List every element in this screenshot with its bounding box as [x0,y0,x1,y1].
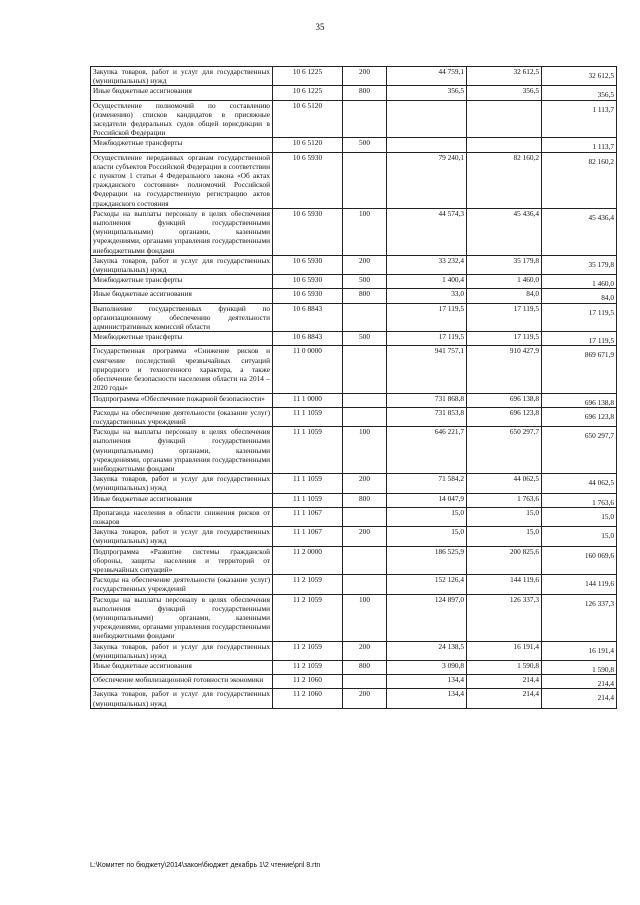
row-expense-type-cell [343,407,387,426]
table-row [91,660,617,674]
table-row [91,507,617,526]
row-amount-year3-cell [542,289,617,303]
row-expense-type-cell [343,575,387,594]
row-code-cell: 11 1 1067 [273,527,343,546]
row-code-cell: 10 6 5930 [273,208,343,255]
row-amount-year2-cell: 15,0 [467,507,542,526]
row-amount-year1-cell: 134,4 [387,675,467,689]
row-amount-year2-cell [467,100,542,138]
row-code-cell: 11 1 1067 [273,507,343,526]
row-amount-year2-cell: 910 427,9 [467,346,542,393]
row-code-cell: 11 2 1059 [273,641,343,660]
table-row [91,332,617,346]
row-amount-year3-cell [542,675,617,689]
row-amount-year2-cell: 126 337,3 [467,594,542,641]
row-expense-type-cell: 800 [343,289,387,303]
row-amount-year1-cell: 15,0 [387,527,467,546]
row-amount-year1-cell: 356,5 [387,86,467,100]
row-amount-year3-cell [542,689,617,708]
row-amount-year2-cell: 356,5 [467,86,542,100]
row-amount-year3-cell [542,575,617,594]
row-name-cell: Выполнение государственных функций по организационному обеспечению деятельности административных комиссий области [91,303,273,332]
amount-year3-text: 1 590,8 [592,664,614,674]
row-name-cell: Пропаганда населения в области снижения рисков от пожаров [91,507,273,526]
row-amount-year3-cell [542,407,617,426]
row-amount-year1-cell: 44 759,1 [387,67,467,86]
row-name-cell: Иные бюджетные ассигнования [91,660,273,674]
row-expense-type-cell: 100 [343,208,387,255]
row-amount-year1-cell: 17 119,5 [387,303,467,332]
amount-year3-text: 15,0 [601,511,614,521]
amount-year3-text: 869 671,9 [584,350,614,360]
amount-year3-text: 1 460,0 [592,279,614,289]
row-name-cell: Иные бюджетные ассигнования [91,289,273,303]
row-amount-year3-cell [542,332,617,346]
row-expense-type-cell [343,393,387,407]
row-amount-year2-cell: 214,4 [467,675,542,689]
row-expense-type-cell [343,303,387,332]
row-amount-year2-cell: 17 119,5 [467,303,542,332]
row-name-cell: Государственная программа «Снижение рисков и смягчение последствий чрезвычайных ситуаций природного и техногенного характера, а также обеспечение безопасности населения области на 2014 – 2020 годы» [91,346,273,393]
row-amount-year1-cell: 134,4 [387,689,467,708]
row-expense-type-cell: 800 [343,493,387,507]
amount-year3-text: 15,0 [601,531,614,541]
row-code-cell: 10 6 5930 [273,152,343,208]
row-name-cell: Расходы на выплаты персоналу в целях обеспечения выполнения функций государственными (муниципальными) органами, казенными учреждениями, органами управления государственными внебюджетными фондами [91,208,273,255]
row-code-cell: 10 6 5120 [273,100,343,138]
table-row [91,289,617,303]
row-expense-type-cell [343,346,387,393]
amount-year3-text: 35 179,8 [588,259,614,269]
row-expense-type-cell [343,507,387,526]
row-code-cell: 11 2 0000 [273,546,343,575]
row-code-cell: 10 6 5120 [273,138,343,152]
table-row [91,493,617,507]
row-amount-year3-cell [542,208,617,255]
row-code-cell: 10 6 5930 [273,255,343,274]
row-amount-year3-cell [542,138,617,152]
amount-year3-text: 17 119,5 [588,307,614,317]
amount-year3-text: 160 069,6 [584,550,614,560]
row-amount-year3-cell [542,527,617,546]
row-expense-type-cell: 500 [343,332,387,346]
row-name-cell: Осуществление переданных органам государственной власти субъектов Российской Федерации в соответствии с пунктом 1 статьи 4 Федерального закона «Об актах гражданского состояния» полномочий Российской Федерации на государственную регистрацию актов гражданского состояния [91,152,273,208]
table-row [91,575,617,594]
row-amount-year3-cell [542,507,617,526]
row-amount-year1-cell: 15,0 [387,507,467,526]
table-row [91,594,617,641]
row-amount-year3-cell [542,641,617,660]
row-amount-year2-cell: 44 062,5 [467,474,542,493]
row-amount-year2-cell: 82 160,2 [467,152,542,208]
row-code-cell: 10 6 8843 [273,332,343,346]
row-amount-year1-cell: 646 221,7 [387,427,467,474]
row-name-cell: Иные бюджетные ассигнования [91,493,273,507]
row-amount-year3-cell [542,275,617,289]
row-amount-year2-cell: 16 191,4 [467,641,542,660]
row-name-cell: Расходы на обеспечение деятельности (оказание услуг) государственных учреждений [91,407,273,426]
row-name-cell: Закупка товаров, работ и услуг для государственных (муниципальных) нужд [91,474,273,493]
row-amount-year3-cell [542,546,617,575]
row-name-cell: Закупка товаров, работ и услуг для государственных (муниципальных) нужд [91,67,273,86]
row-amount-year3-cell [542,594,617,641]
page-number: 35 [315,22,325,32]
row-amount-year2-cell: 144 119,6 [467,575,542,594]
row-code-cell: 11 2 1059 [273,660,343,674]
row-amount-year3-cell [542,493,617,507]
row-code-cell: 10 6 5930 [273,275,343,289]
amount-year3-text: 44 062,5 [588,478,614,488]
row-amount-year1-cell: 79 240,1 [387,152,467,208]
row-expense-type-cell: 200 [343,474,387,493]
amount-year3-text: 16 191,4 [588,645,614,655]
table-row [91,208,617,255]
row-expense-type-cell: 800 [343,660,387,674]
row-code-cell: 11 2 1059 [273,575,343,594]
row-expense-type-cell: 200 [343,67,387,86]
amount-year3-text: 1 113,7 [592,104,614,114]
row-expense-type-cell: 500 [343,138,387,152]
table-row [91,675,617,689]
row-expense-type-cell: 100 [343,594,387,641]
amount-year3-text: 356,5 [597,90,614,100]
row-amount-year2-cell: 1 590,8 [467,660,542,674]
row-name-cell: Межбюджетные трансферты [91,332,273,346]
budget-table-body [91,67,617,709]
amount-year3-text: 1 763,6 [592,497,614,507]
row-amount-year1-cell: 71 584,2 [387,474,467,493]
row-amount-year2-cell: 35 179,8 [467,255,542,274]
amount-year3-text: 32 612,5 [588,71,614,80]
row-code-cell: 11 1 1059 [273,493,343,507]
row-amount-year1-cell: 731 868,8 [387,393,467,407]
row-name-cell: Расходы на обеспечение деятельности (оказание услуг) государственных учреждений [91,575,273,594]
row-amount-year2-cell: 696 138,8 [467,393,542,407]
table-row [91,138,617,152]
row-name-cell: Расходы на выплаты персоналу в целях обеспечения выполнения функций государственными (муниципальными) органами, казенными учреждениями, органами управления государственными внебюджетными фондами [91,427,273,474]
row-expense-type-cell: 500 [343,275,387,289]
row-amount-year1-cell: 1 400,4 [387,275,467,289]
row-code-cell: 11 2 1060 [273,689,343,708]
table-row [91,427,617,474]
row-amount-year1-cell: 33 232,4 [387,255,467,274]
row-code-cell: 11 1 1059 [273,407,343,426]
row-amount-year1-cell [387,138,467,152]
row-amount-year3-cell [542,152,617,208]
row-code-cell: 10 6 1225 [273,86,343,100]
row-expense-type-cell: 200 [343,255,387,274]
row-amount-year1-cell: 14 047,9 [387,493,467,507]
row-name-cell: Закупка товаров, работ и услуг для государственных (муниципальных) нужд [91,641,273,660]
row-amount-year2-cell: 1 460,0 [467,275,542,289]
row-amount-year3-cell [542,100,617,138]
table-row [91,527,617,546]
row-code-cell: 10 6 8843 [273,303,343,332]
row-amount-year3-cell [542,660,617,674]
row-expense-type-cell [343,100,387,138]
row-amount-year1-cell: 33,0 [387,289,467,303]
row-expense-type-cell: 200 [343,689,387,708]
row-name-cell: Закупка товаров, работ и услуг для государственных (муниципальных) нужд [91,689,273,708]
table-row [91,346,617,393]
table-row [91,303,617,332]
row-name-cell: Иные бюджетные ассигнования [91,86,273,100]
amount-year3-text: 84,0 [601,293,614,303]
amount-year3-text: 650 297,7 [584,431,614,441]
row-amount-year2-cell: 1 763,6 [467,493,542,507]
row-name-cell: Закупка товаров, работ и услуг для государственных (муниципальных) нужд [91,255,273,274]
row-amount-year1-cell: 44 574,3 [387,208,467,255]
row-amount-year1-cell [387,100,467,138]
amount-year3-text: 214,4 [597,679,614,689]
row-amount-year1-cell: 124 897,0 [387,594,467,641]
table-row [91,393,617,407]
row-amount-year2-cell: 200 825,6 [467,546,542,575]
row-amount-year3-cell [542,393,617,407]
table-row [91,641,617,660]
amount-year3-text: 696 123,8 [584,411,614,421]
row-amount-year1-cell: 3 090,8 [387,660,467,674]
row-expense-type-cell: 200 [343,641,387,660]
row-amount-year3-cell [542,67,617,86]
row-amount-year2-cell: 17 119,5 [467,332,542,346]
row-code-cell: 11 2 1059 [273,594,343,641]
row-amount-year1-cell: 731 853,8 [387,407,467,426]
row-amount-year2-cell: 15,0 [467,527,542,546]
row-name-cell: Осуществление полномочий по составлению (изменению) списков кандидатов в присяжные заседатели федеральных судов общей юрисдикции в Российской Федерации [91,100,273,138]
row-code-cell: 11 1 0000 [273,393,343,407]
row-amount-year3-cell [542,474,617,493]
row-amount-year2-cell: 214,4 [467,689,542,708]
row-expense-type-cell [343,152,387,208]
budget-table [90,66,617,709]
row-amount-year1-cell: 186 525,9 [387,546,467,575]
row-expense-type-cell: 200 [343,527,387,546]
row-amount-year2-cell [467,138,542,152]
row-amount-year1-cell: 24 138,5 [387,641,467,660]
table-row [91,474,617,493]
row-amount-year3-cell [542,346,617,393]
row-name-cell: Расходы на выплаты персоналу в целях обеспечения выполнения функций государственными (муниципальными) органами, казенными учреждениями, органами управления государственными внебюджетными фондами [91,594,273,641]
row-amount-year1-cell: 17 119,5 [387,332,467,346]
table-row [91,100,617,138]
row-name-cell: Обеспечение мобилизационной готовности экономики [91,675,273,689]
table-row [91,407,617,426]
table-row [91,67,617,86]
row-amount-year2-cell: 45 436,4 [467,208,542,255]
row-code-cell: 11 2 1060 [273,675,343,689]
row-amount-year2-cell: 32 612,5 [467,67,542,86]
table-row [91,546,617,575]
row-amount-year1-cell: 941 757,1 [387,346,467,393]
amount-year3-text: 144 119,6 [585,579,614,589]
row-code-cell: 10 6 1225 [273,67,343,86]
row-expense-type-cell: 800 [343,86,387,100]
row-name-cell: Подпрограмма «Развитие системы гражданской обороны, защиты населения и территорий от чрезвычайных ситуаций» [91,546,273,575]
amount-year3-text: 45 436,4 [588,212,614,222]
file-path-footer: L:\Комитет по бюджету\2014\закон\бюджет декабрь 1\2 чтение\pril 8.rtn [90,862,321,869]
amount-year3-text: 696 138,8 [584,397,614,407]
table-row [91,275,617,289]
row-amount-year2-cell: 696 123,8 [467,407,542,426]
row-code-cell: 11 0 0000 [273,346,343,393]
row-name-cell: Закупка товаров, работ и услуг для государственных (муниципальных) нужд [91,527,273,546]
row-name-cell: Межбюджетные трансферты [91,138,273,152]
amount-year3-text: 17 119,5 [588,336,614,346]
row-expense-type-cell: 100 [343,427,387,474]
table-row [91,255,617,274]
row-name-cell: Подпрограмма «Обеспечение пожарной безопасности» [91,393,273,407]
amount-year3-text: 126 337,3 [584,598,614,608]
row-expense-type-cell [343,675,387,689]
row-amount-year3-cell [542,303,617,332]
row-amount-year2-cell: 84,0 [467,289,542,303]
amount-year3-text: 1 113,7 [592,142,614,152]
row-code-cell: 10 6 5930 [273,289,343,303]
row-code-cell: 11 1 1059 [273,474,343,493]
row-code-cell: 11 1 1059 [273,427,343,474]
row-expense-type-cell [343,546,387,575]
table-row [91,86,617,100]
row-amount-year1-cell: 152 126,4 [387,575,467,594]
table-row [91,152,617,208]
row-amount-year3-cell [542,255,617,274]
row-amount-year3-cell [542,427,617,474]
amount-year3-text: 82 160,2 [588,156,614,166]
row-amount-year2-cell: 650 297,7 [467,427,542,474]
amount-year3-text: 214,4 [597,693,614,703]
row-amount-year3-cell [542,86,617,100]
table-row [91,689,617,708]
row-name-cell: Межбюджетные трансферты [91,275,273,289]
